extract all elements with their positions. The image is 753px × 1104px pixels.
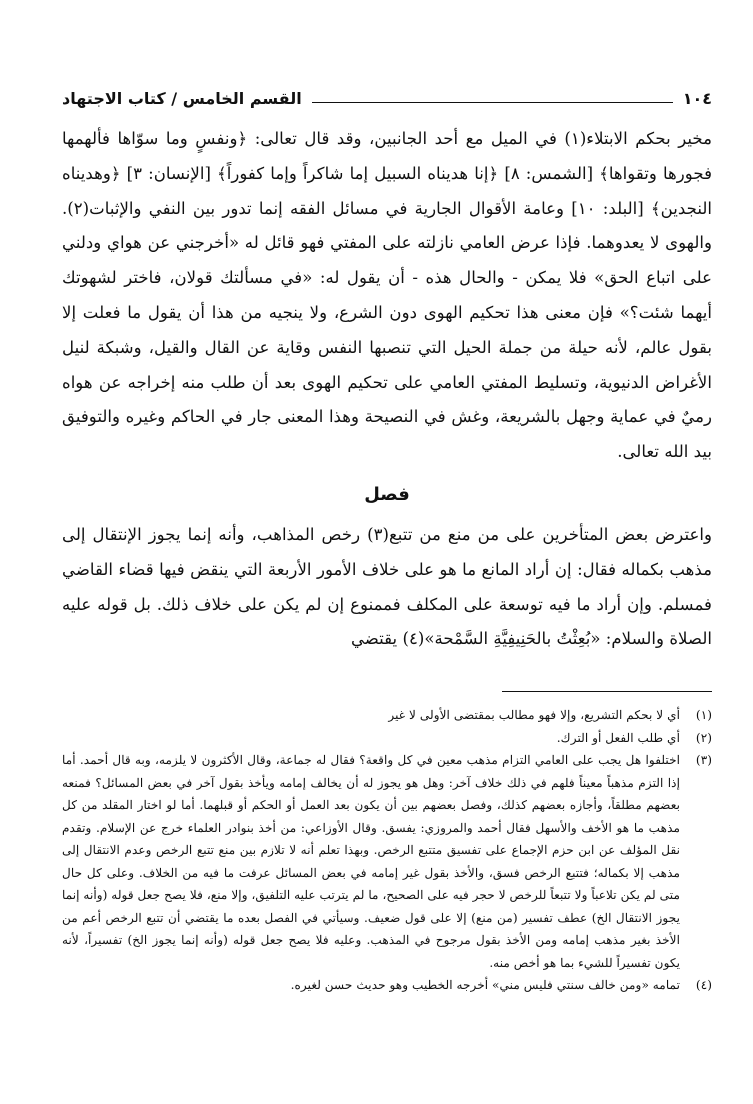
footnote-number: (٤)	[695, 978, 712, 993]
footnote	[62, 704, 712, 727]
section-heading: فصل	[364, 483, 410, 505]
footnote-text: أي طلب الفعل أو الترك.	[556, 730, 680, 745]
book-page	[62, 80, 712, 997]
footnote-text: أي لا بحكم التشريع، وإلا فهو مطالب بمقتضى الأولى لا غير	[388, 708, 680, 723]
running-title: القسم الخامس / كتاب الاجتهاد	[62, 89, 302, 108]
footnote	[62, 749, 712, 974]
footnote-number: (١)	[695, 708, 712, 723]
footnote	[62, 974, 712, 997]
footnote-text: اختلفوا هل يجب على العامي التزام مذهب معين في كل واقعة؟ فقال له جماعة، وقال الأكثرون لا يلزمه، وبه قال أحمد. أما إذا التزم مذهباً معيناً فلهم في ذلك خلاف آخر: وهل هو يجوز له أن يخالف إمامه ويأخذ بقول آخر في بعض المسائل؟ فمنعه بعضهم مطلقاً، وأجازه بعضهم كذلك، وفصل بعضهم بين أن يكون بعد العمل أو الحكم أو قبلهما. أما لو اختار المقلد من كل مذهب ما هو الأخف والأسهل فقال أحمد والمروزي: يفسق. وقال الأوزاعي: من أخذ بنوادر العلماء خرج عن الإسلام. وتقدم نقل المؤلف عن ابن حزم الإجماع على تفسيق متتبع الرخص. وبهذا تعلم أنه لا تلازم بين منع تتبع الرخص وعدم الانتقال إلى مذهب إلا بكماله؛ فتتبع الرخص فسق، والأخذ بقول غير إمامه في بعض المسائل عرفت ما فيه من الخلاف. وعلى كل حال متى لم يكن تلاعباً ولا تتبعاً للرخص لا حجر فيه على الصحيح، ما لم يترتب عليه التلفيق، وإلا منع، فلا يصح جعل قوله (وأنه إنما يجوز الانتقال الخ) عطف تفسير (من منع) إلا على قول ضعيف. وسيأتي في الفصل بعده ما يقتضي أن تتبع الرخص أعم من الأخذ بغير مذهب إمامه ومن الأخذ بقول مرجوح في المذهب. وعليه فلا يصح جعل قوله (وأنه إنما يجوز الخ) تفسيراً، لأنه يكون تفسيراً للشيء بما هو أخص منه.	[62, 753, 680, 970]
running-header	[62, 80, 712, 108]
footnote-divider	[502, 691, 712, 692]
page-number: ١٠٤	[682, 89, 712, 108]
footnote-number: (٣)	[695, 753, 712, 768]
footnote-text: تمامه «ومن خالف سنتي فليس مني» أخرجه الخطيب وهو حديث حسن لغيره.	[290, 978, 680, 993]
footnote	[62, 727, 712, 750]
footnote-number: (٢)	[695, 730, 712, 745]
footnotes	[62, 704, 712, 997]
header-rule	[312, 88, 673, 103]
main-text	[62, 122, 712, 657]
body-paragraph-2: واعترض بعض المتأخرين على من منع من تتبع(٣) رخص المذاهب، وأنه إنما يجوز الإنتقال إلى مذهب بكماله فقال: إن أراد المانع ما هو على خلاف الأمور الأربعة التي ينقض فيها قضاء القاضي فمسلم. وإن أراد ما فيه توسعة على المكلف فممنوع إن لم يكن على خلاف ذلك. بل قوله عليه الصلاة والسلام: «بُعِثْتُ بالحَنِيفِيَّةِ السَّمْحة»(٤) يقتضي	[62, 524, 712, 649]
body-paragraph-1: مخير بحكم الابتلاء(١) في الميل مع أحد الجانبين، وقد قال تعالى: ﴿ونفسٍ وما سوّاها فألهمها فجورها وتقواها﴾ [الشمس: ٨] ﴿إنا هديناه السبيل إما شاكراً وإما كفوراً﴾ [الإنسان: ٣] ﴿وهديناه النجدين﴾ [البلد: ١٠] وعامة الأقوال الجارية في مسائل الفقه إنما تدور بين النفي والإثبات(٢). والهوى لا يعدوهما. فإذا عرض العامي نازلته على المفتي فهو قائل له «أخرجني عن هواي ودلني على اتباع الحق» فلا يمكن - والحال هذه - أن يقول له: «في مسألتك قولان، فاختر لشهوتك أيهما شئت؟» فإن معنى هذا تحكيم الهوى دون الشرع، ولا ينجيه من هذا أن يقول ما فعلت إلا بقول عالم، لأنه حيلة من جملة الحيل التي تنصبها النفس وقاية عن القال والقيل، وشبكة لنيل الأغراض الدنيوية، وتسليط المفتي العامي على تحكيم الهوى بعد أن طلب منه إخراجه عن هواه رميٌ في عماية وجهل بالشريعة، وغش في النصيحة وهذا المعنى جار في الحاكم وغيره والتوفيق بيد الله تعالى.	[62, 129, 712, 462]
